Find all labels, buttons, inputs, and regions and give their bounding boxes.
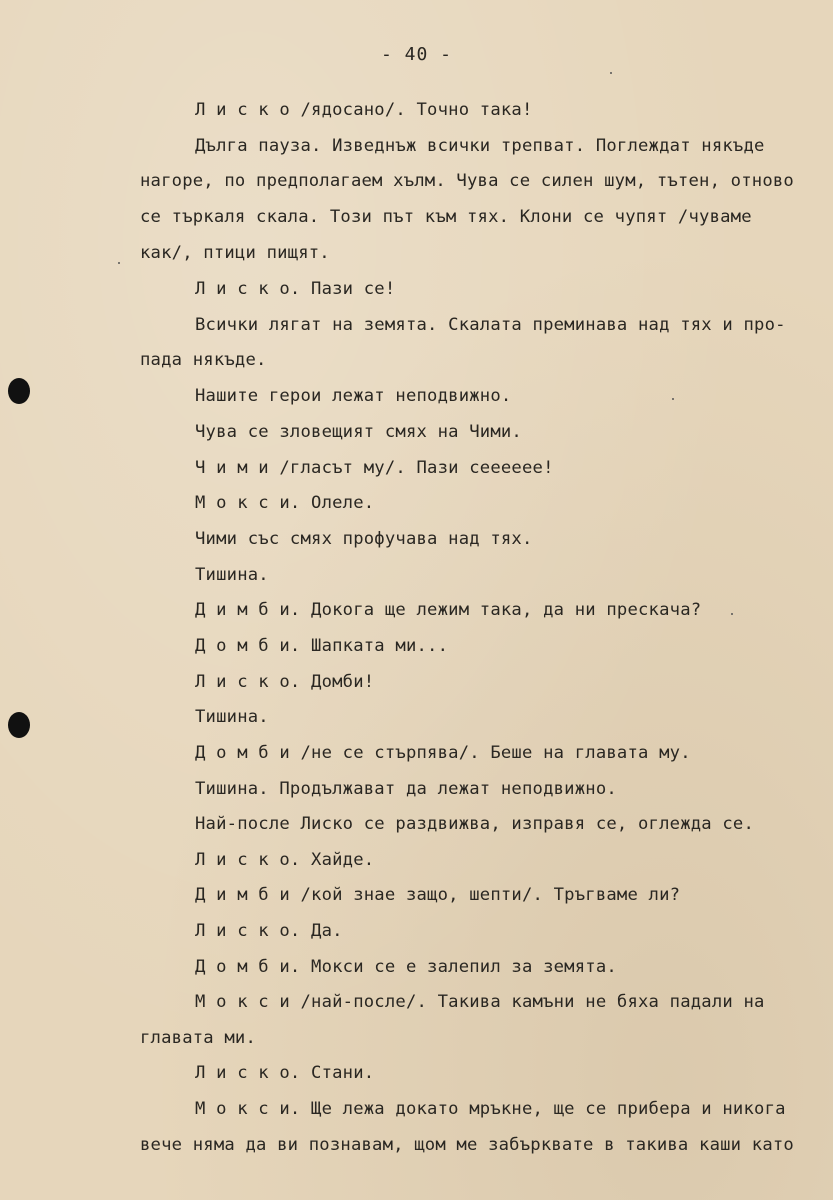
script-line: М о к с и. Олеле. [195,493,375,513]
script-line: как/, птици пищят. [140,243,330,263]
script-line: М о к с и. Ще лежа докато мръкне, ще се прибера и никога [195,1099,786,1119]
paper-speck [672,398,674,400]
script-line: Чими със смях профучава над тях. [195,529,533,549]
script-line: се търкаля скала. Този път към тях. Клони се чупят /чуваме [140,207,752,227]
paper-speck [731,613,733,615]
script-line: Дълга пауза. Изведнъж всички трепват. Поглеждат някъде [195,136,765,156]
binder-hole-bottom [8,712,30,738]
paper-speck [118,262,120,264]
script-line: Л и с к о. Стани. [195,1063,375,1083]
script-line: Д о м б и. Шапката ми... [195,636,449,656]
script-line: Л и с к о. Да. [195,921,343,941]
script-line: Тишина. Продължават да лежат неподвижно. [195,779,617,799]
script-line: Тишина. [195,707,269,727]
script-line: нагоре, по предполагаем хълм. Чува се силен шум, тътен, отново [140,171,794,191]
script-line: Д о м б и /не се стърпява/. Беше на главата му. [195,743,691,763]
script-line: Д о м б и. Мокси се е залепил за земята. [195,957,617,977]
script-line: Всички лягат на земята. Скалата преминава над тях и про- [195,315,786,335]
script-line: главата ми. [140,1028,257,1048]
script-line: М о к с и /най-после/. Такива камъни не бяха падали на [195,992,765,1012]
script-line: Л и с к о. Хайде. [195,850,375,870]
binder-hole-top [8,378,30,404]
script-line: Най-после Лиско се раздвижва, изправя се, оглежда се. [195,814,755,834]
script-line: Чува се зловещият смях на Чими. [195,422,522,442]
script-line: Л и с к о. Пази се! [195,279,396,299]
script-line: Л и с к о /ядосано/. Точно така! [195,100,533,120]
page-number: - 40 - [380,44,453,65]
script-line: пада някъде. [140,350,267,370]
script-line: Нашите герои лежат неподвижно. [195,386,512,406]
script-line: Тишина. [195,565,269,585]
paper-speck [610,72,612,74]
script-line: Д и м б и. Докога ще лежим така, да ни прескача? [195,600,702,620]
script-line: вече няма да ви познавам, щом ме забърквате в такива каши като [140,1135,794,1155]
script-line: Л и с к о. Домби! [195,672,375,692]
script-line: Д и м б и /кой знае защо, шепти/. Тръгваме ли? [195,885,681,905]
script-line: Ч и м и /гласът му/. Пази сееееее! [195,458,554,478]
